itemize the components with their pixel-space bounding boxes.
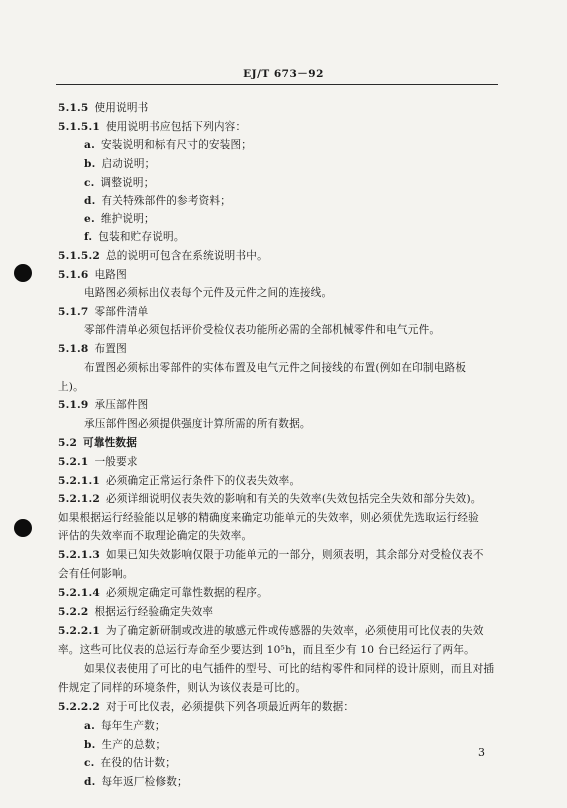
clause-text: 率。这些可比仪表的总运行寿命至少要达到 10⁵h，而且至少有 10 台已经运行了两年。 [58,644,475,656]
text-line [58,567,134,581]
text-line [58,455,138,469]
clause-number: 5.1.6 [58,269,89,281]
clause-text: 如果已知失效影响仅限于功能单元的一部分，则须表明，其余部分对受检仪表不 [105,549,484,561]
clause-number: c. [84,757,95,769]
text-line [84,756,176,770]
clause-text: 布置图 [94,343,127,355]
clause-text: 每年生产数； [100,720,166,732]
clause-number: 5.2.2.2 [58,701,100,713]
clause-number: 5.2.1.1 [58,475,100,487]
standard-code-header: EJ/T 673－92 [243,68,324,80]
clause-number: 5.1.7 [58,306,89,318]
clause-text: 启动说明； [101,158,156,170]
binder-hole [14,519,32,537]
clause-number: 5.2.1.4 [58,587,100,599]
clause-text: 零部件清单 [94,306,149,318]
clause-text: 安装说明和标有尺寸的安装图； [100,139,253,151]
text-line [84,662,494,676]
text-line [58,101,148,115]
text-line [84,361,466,375]
clause-text: 每年返厂检修数； [101,776,188,788]
clause-number: d. [84,776,96,788]
clause-number: 5.1.9 [58,399,89,411]
clause-text: 使用说明书 [94,102,149,114]
text-line [58,436,137,450]
text-line [58,249,268,263]
clause-number: d. [84,195,96,207]
text-line [58,548,484,562]
clause-text: 必须详细说明仪表失效的影响和有关的失效率(失效包括完全失效和部分失效)。 [105,493,482,505]
text-line [58,268,127,282]
text-line [84,176,155,190]
text-line [58,342,127,356]
clause-text: 承压部件图 [94,399,149,411]
clause-number: 5.1.5 [58,102,89,114]
binder-hole [14,264,32,282]
text-line [58,398,148,412]
clause-number: 5.1.8 [58,343,89,355]
clause-number: c. [84,177,95,189]
clause-number: b. [84,158,96,170]
page-number: 3 [478,746,485,759]
clause-text: 评估的失效率而不取理论确定的失效率。 [58,530,253,542]
clause-text: 有关特殊部件的参考资料； [101,195,232,207]
clause-text: 一般要求 [94,456,138,468]
text-line [58,586,268,600]
clause-number: a. [84,139,95,151]
text-line [84,775,188,789]
clause-text: 件规定了同样的环境条件，则认为该仪表是可比的。 [58,682,307,694]
clause-text: 零部件清单必须包括评价受检仪表功能所必需的全部机械零件和电气元件。 [84,324,441,336]
clause-text: 调整说明； [100,177,155,189]
text-line [58,700,354,714]
clause-number: 5.2.2 [58,606,89,618]
text-line [58,605,213,619]
clause-text: 使用说明书应包括下列内容： [105,121,247,133]
text-line [58,492,482,506]
clause-text: 电路图必须标出仪表每个元件及元件之间的连接线。 [84,287,333,299]
text-line [58,624,484,638]
clause-text: 承压部件图必须提供强度计算所需的所有数据。 [84,418,311,430]
clause-text: 如果仪表使用了可比的电气插件的型号、可比的结构零件和同样的设计原则，而且对插 [84,663,495,675]
clause-number: 5.2.2.1 [58,625,100,637]
text-line [58,681,306,695]
clause-text: 对于可比仪表，必须提供下列各项最近两年的数据： [105,701,355,713]
clause-number: 5.1.5.1 [58,121,100,133]
text-line [84,212,155,226]
clause-number: 5.2.1 [58,456,89,468]
clause-number: 5.2.1.3 [58,549,100,561]
clause-text: 必须确定正常运行条件下的仪表失效率。 [105,475,301,487]
text-line [58,643,475,657]
clause-text: 总的说明可包含在系统说明书中。 [105,250,268,262]
clause-number: b. [84,739,96,751]
clause-text: 生产的总数； [101,739,167,751]
text-line [84,738,166,752]
text-line [84,157,155,171]
header-rule [56,84,498,85]
clause-number: e. [84,213,95,225]
text-line [58,511,479,525]
text-line [84,194,231,208]
text-line [84,230,185,244]
clause-text: 为了确定新研制或改进的敏感元件或传感器的失效率，必须使用可比仪表的失效 [105,625,484,637]
clause-text: 在役的估计数； [100,757,177,769]
text-line [58,474,300,488]
text-line [84,138,252,152]
clause-text: 电路图 [94,269,127,281]
text-line [84,719,166,733]
clause-text: 可靠性数据 [83,437,137,449]
clause-text: 根据运行经验确定失效率 [94,606,214,618]
text-line [58,529,252,543]
clause-text: 上)。 [58,381,84,393]
clause-number: f. [84,231,93,243]
clause-text: 会有任何影响。 [58,568,134,580]
text-line [58,380,84,394]
clause-text: 必须规定确定可靠性数据的程序。 [105,587,268,599]
clause-number: a. [84,720,95,732]
text-line [58,305,148,319]
clause-text: 布置图必须标出零部件的实体布置及电气元件之间接线的布置(例如在印制电路板 [84,362,467,374]
clause-number: 5.2 [58,437,78,449]
clause-text: 如果根据运行经验能以足够的精确度来确定功能单元的失效率，则必须优先选取运行经验 [58,512,479,524]
text-line [58,120,246,134]
text-line [84,323,440,337]
clause-text: 维护说明； [100,213,155,225]
clause-number: 5.1.5.2 [58,250,100,262]
clause-text: 包装和贮存说明。 [98,231,185,243]
text-line [84,286,332,300]
clause-number: 5.2.1.2 [58,493,100,505]
text-line [84,417,311,431]
